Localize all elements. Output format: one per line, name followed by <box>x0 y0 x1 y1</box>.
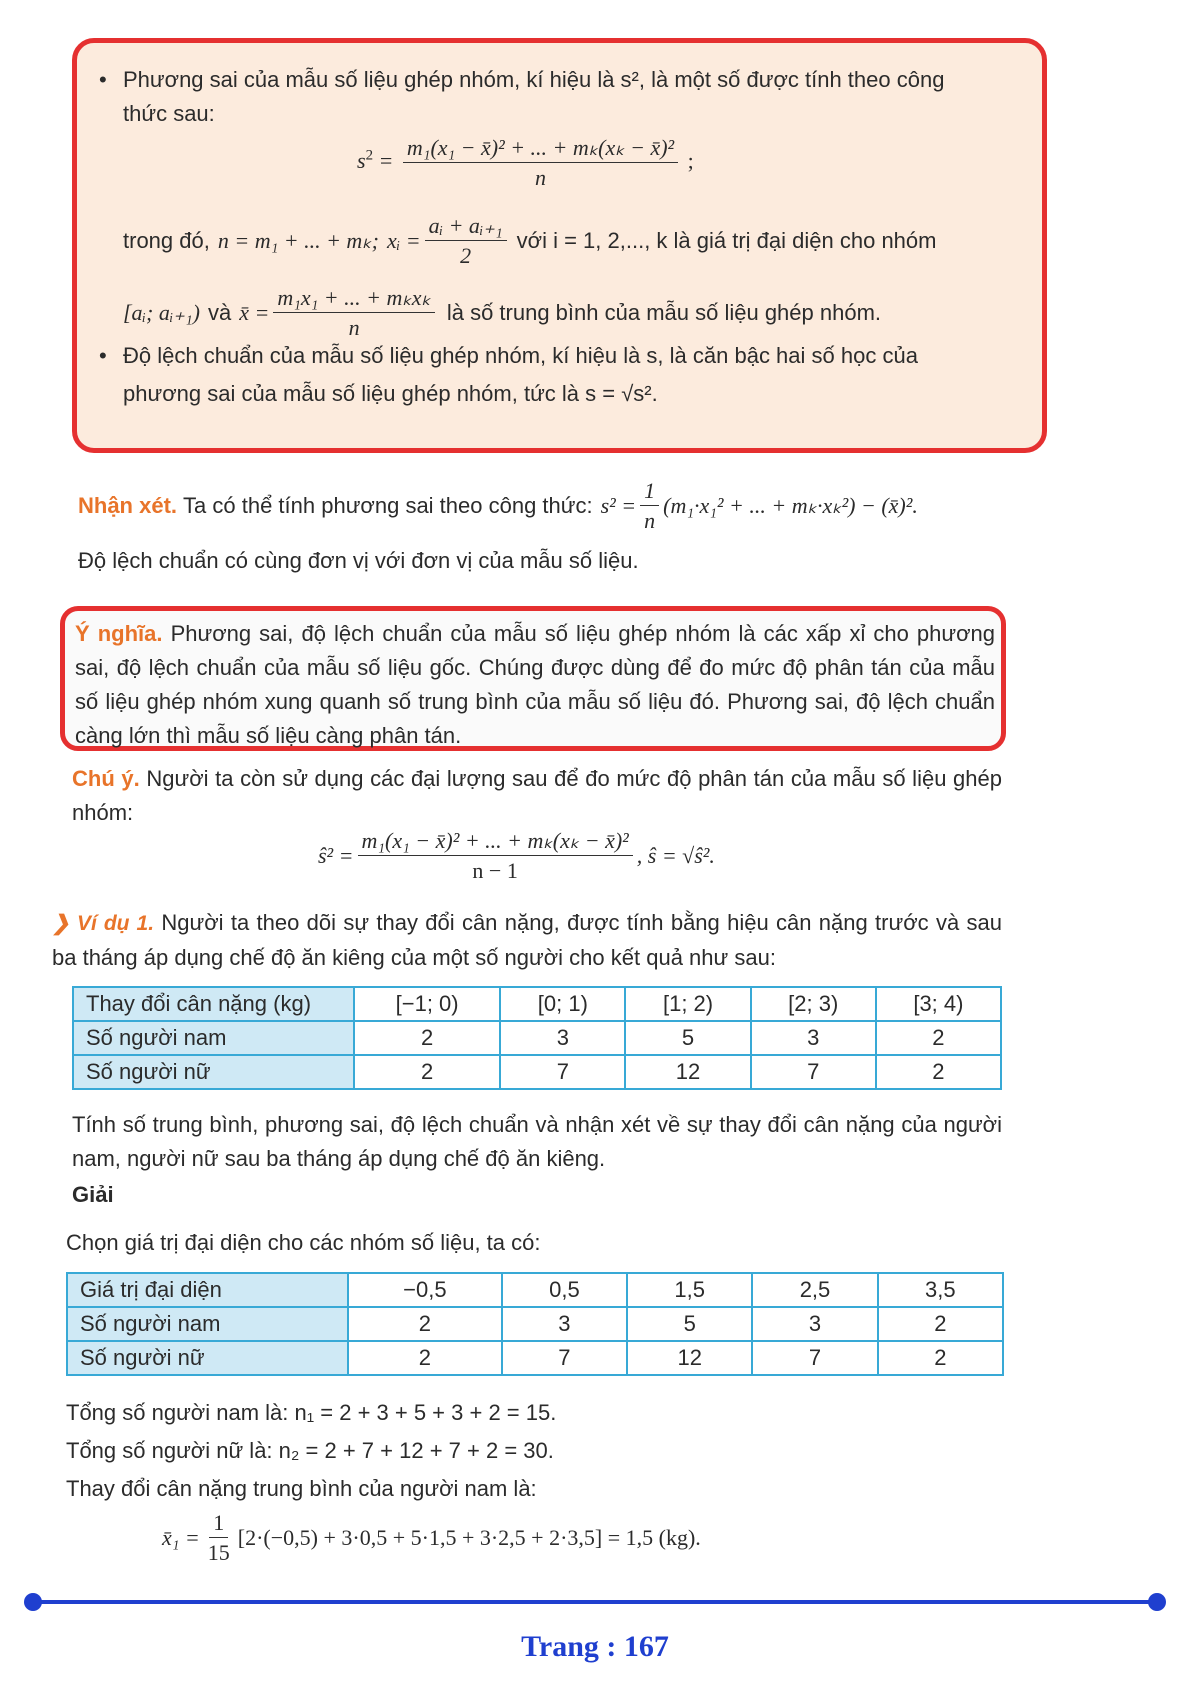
mean-male-frac-den: 15 <box>207 1540 230 1566</box>
table-cell: 2 <box>878 1341 1003 1375</box>
table-cell: −0,5 <box>348 1273 502 1307</box>
bullet-marker: • <box>99 343 107 368</box>
std-definition-line2: phương sai của mẫu số liệu ghép nhóm, tức là s = √s². <box>123 381 658 406</box>
mean-male-frac-num: 1 <box>209 1510 228 1538</box>
variance-formula: $s^2$ = $\frac{\text{m₁(x₁ − x̄)² + ... + mₖ(xₖ − x̄)²}}{n}$ ; <box>357 135 694 191</box>
remark-label: Nhận xét. <box>78 492 178 518</box>
table-cell: 7 <box>752 1341 877 1375</box>
remark-line2: Độ lệch chuẩn có cùng đơn vị với đơn vị của mẫu số liệu. <box>78 548 639 573</box>
table-cell: 3 <box>500 1021 625 1055</box>
variance-formula-numerator: m₁(x₁ − x̄)² + ... + mₖ(xₖ − x̄)² <box>403 135 678 163</box>
table-cell: 3 <box>751 1021 876 1055</box>
footer-divider <box>30 1600 1160 1604</box>
table-cell: 2 <box>354 1021 500 1055</box>
table-cell: Số người nữ <box>73 1055 354 1089</box>
note-label: Chú ý. <box>72 766 140 791</box>
table-row <box>73 1021 1001 1055</box>
std-definition-line1: Độ lệch chuẩn của mẫu số liệu ghép nhóm, kí hiệu là s, là căn bậc hai số học của <box>123 343 918 368</box>
table-cell: 7 <box>751 1055 876 1089</box>
variance-definition-line2: thức sau: <box>123 101 215 126</box>
example-text: Người ta theo dõi sự thay đổi cân nặng, được tính bằng hiệu cân nặng trước và sau ba tháng áp dụng chế độ ăn kiêng của một số người cho kết quả như sau: <box>52 910 1002 970</box>
interval-notation: [aᵢ; aᵢ₊₁) <box>123 299 200 325</box>
table-cell: 12 <box>625 1055 750 1089</box>
table-cell: 3,5 <box>878 1273 1003 1307</box>
table-cell: 5 <box>627 1307 752 1341</box>
footer-divider-end-dot <box>24 1593 42 1611</box>
weight-change-table <box>72 986 1002 1090</box>
remark-frac-num: 1 <box>640 478 659 506</box>
mean-numerator: m₁x₁ + ... + mₖxₖ <box>273 285 435 313</box>
table-cell: 3 <box>752 1307 877 1341</box>
remark-text: Ta có thể tính phương sai theo công thức: <box>183 492 593 518</box>
mean-definition-line <box>123 285 881 341</box>
table-cell: 3 <box>502 1307 627 1341</box>
meaning-box <box>60 606 1006 751</box>
meaning-label: Ý nghĩa. <box>75 621 163 646</box>
example-paragraph <box>52 906 1002 975</box>
table-cell: 2 <box>348 1307 502 1341</box>
table-cell: [2; 3) <box>751 987 876 1021</box>
variance-definition-line1: Phương sai của mẫu số liệu ghép nhóm, kí hiệu là s², là một số được tính theo công <box>123 67 945 92</box>
xi-denominator: 2 <box>460 243 472 269</box>
table-header-row <box>73 987 1001 1021</box>
note-paragraph <box>72 762 1002 830</box>
table-cell: 2,5 <box>752 1273 877 1307</box>
meaning-paragraph <box>75 617 995 753</box>
mean-male-text: Thay đổi cân nặng trung bình của người nam là: <box>66 1476 537 1501</box>
table-cell: 7 <box>500 1055 625 1089</box>
example-marker-icon: ❯ <box>52 912 70 935</box>
table-row <box>67 1341 1003 1375</box>
mean-lhs: x̄ = <box>239 299 270 325</box>
where-prefix: trong đó, <box>123 227 210 253</box>
table-cell: 7 <box>502 1341 627 1375</box>
table-cell: 12 <box>627 1341 752 1375</box>
mean-male-lhs: x̄₁ = <box>162 1524 200 1550</box>
variance-formula-denominator: n <box>535 165 547 191</box>
representative-value-table <box>66 1272 1004 1376</box>
table-cell: 2 <box>348 1341 502 1375</box>
where-n: n = m₁ + ... + mₖ; <box>217 227 379 253</box>
table-cell: Thay đổi cân nặng (kg) <box>73 987 354 1021</box>
note-formula <box>318 828 715 884</box>
table-cell: Số người nam <box>67 1307 348 1341</box>
remark-formula-lhs: s² = <box>600 492 637 518</box>
remark-frac-den: n <box>644 508 656 534</box>
table-cell: 1,5 <box>627 1273 752 1307</box>
note-formula-lhs: ŝ² = <box>318 842 354 868</box>
table-cell: Giá trị đại diện <box>67 1273 348 1307</box>
footer-divider-end-dot <box>1148 1593 1166 1611</box>
xi-numerator: aᵢ + aᵢ₊₁ <box>425 213 507 241</box>
solution-label: Giải <box>72 1182 114 1207</box>
note-formula-denominator: n − 1 <box>472 858 518 884</box>
table-cell: 2 <box>876 1055 1001 1089</box>
table-cell: [0; 1) <box>500 987 625 1021</box>
table-header-row <box>67 1273 1003 1307</box>
total-female-text: Tổng số người nữ là: n₂ = 2 + 7 + 12 + 7 + 2 = 30. <box>66 1438 554 1463</box>
where-suffix: với i = 1, 2,..., k là giá trị đại diện cho nhóm <box>516 227 937 253</box>
note-formula-rest: , ŝ = √ŝ². <box>636 842 715 868</box>
remark-formula-rest: (m₁·x₁² + ... + mₖ·xₖ²) − (x̄)². <box>663 492 918 518</box>
table-cell: Số người nữ <box>67 1341 348 1375</box>
mean-denominator: n <box>348 315 360 341</box>
where-line <box>123 213 1028 269</box>
table-row <box>73 1055 1001 1089</box>
note-text: Người ta còn sử dụng các đại lượng sau để đo mức độ phân tán của mẫu số liệu ghép nhóm: <box>72 766 1002 825</box>
page-number: Trang : 167 <box>521 1630 669 1663</box>
mean-male-rest: [2·(−0,5) + 3·0,5 + 5·1,5 + 3·2,5 + 2·3,5] = 1,5 (kg). <box>237 1524 701 1550</box>
table-cell: [1; 2) <box>625 987 750 1021</box>
table-cell: 0,5 <box>502 1273 627 1307</box>
example-label: Ví dụ 1. <box>76 912 155 935</box>
table-row <box>67 1307 1003 1341</box>
table-cell: [−1; 0) <box>354 987 500 1021</box>
bullet-marker: • <box>99 67 107 92</box>
mean-suffix: là số trung bình của mẫu số liệu ghép nhóm. <box>446 299 882 325</box>
definition-box <box>72 38 1047 453</box>
question-text: Tính số trung bình, phương sai, độ lệch chuẩn và nhận xét về sự thay đổi cân nặng của người nam, người nữ sau ba tháng áp dụng chế độ ăn kiêng. <box>72 1112 1002 1171</box>
xi-lhs: xᵢ = <box>387 227 421 253</box>
table-cell: 5 <box>625 1021 750 1055</box>
note-formula-numerator: m₁(x₁ − x̄)² + ... + mₖ(xₖ − x̄)² <box>358 828 633 856</box>
table-cell: Số người nam <box>73 1021 354 1055</box>
remark-line <box>78 478 918 534</box>
mean-connector: và <box>207 299 232 325</box>
meaning-text: Phương sai, độ lệch chuẩn của mẫu số liệu ghép nhóm là các xấp xỉ cho phương sai, độ lệch chuẩn của mẫu số liệu gốc. Chúng được dùng để đo mức độ phân tán của mẫu số liệu ghép nhóm xung quanh số trung bình của mẫu số liệu đó. Phương sai, độ lệch chuẩn càng lớn thì mẫu số liệu càng phân tán. <box>75 621 996 748</box>
choose-text: Chọn giá trị đại diện cho các nhóm số liệu, ta có: <box>66 1230 541 1255</box>
total-male-text: Tổng số người nam là: n₁ = 2 + 3 + 5 + 3 + 2 = 15. <box>66 1400 557 1425</box>
table-cell: 2 <box>878 1307 1003 1341</box>
table-cell: 2 <box>354 1055 500 1089</box>
mean-male-formula <box>162 1510 701 1566</box>
table-cell: [3; 4) <box>876 987 1001 1021</box>
table-cell: 2 <box>876 1021 1001 1055</box>
